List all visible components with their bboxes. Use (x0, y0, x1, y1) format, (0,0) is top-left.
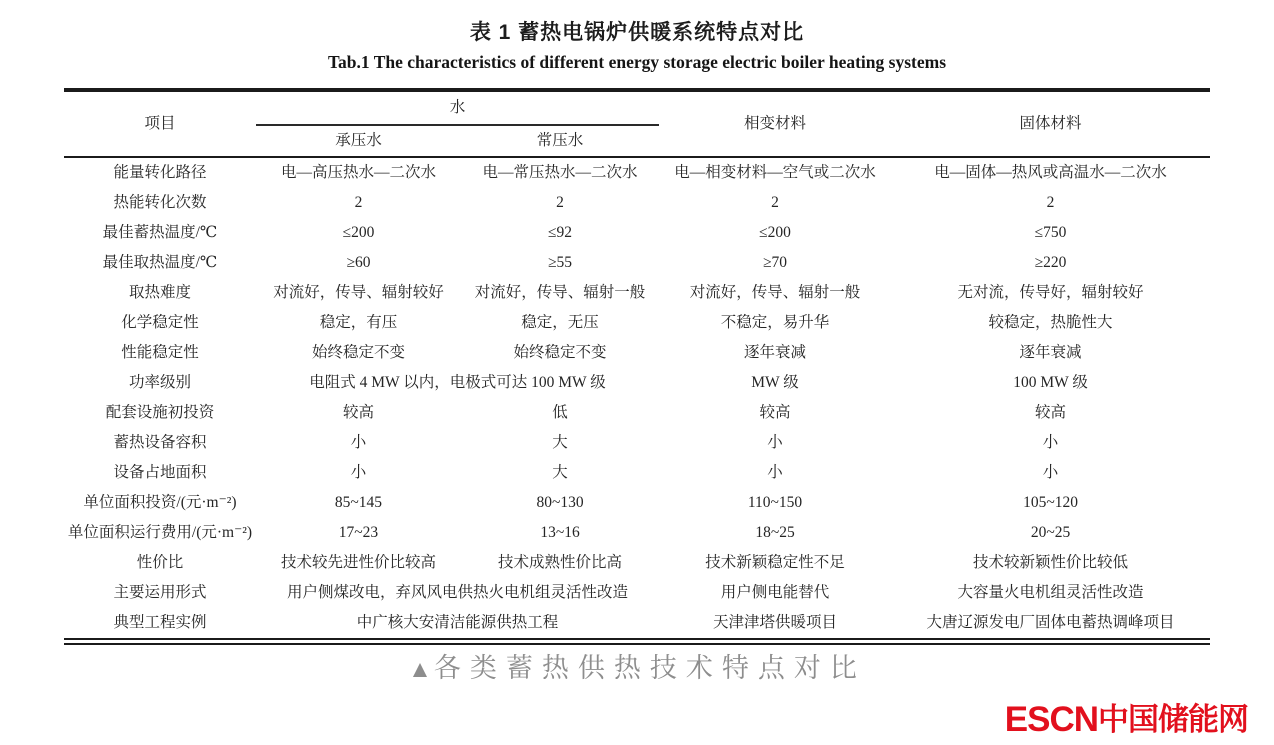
row-label: 热能转化次数 (113, 194, 207, 211)
table-cell: 电阻式 4 MW 以内，电极式可达 100 MW 级 (309, 374, 606, 391)
table-cell: 2 (771, 194, 779, 211)
table-cell: 对流好，传导、辐射一般 (689, 284, 861, 301)
header-phase-change: 相变材料 (744, 115, 807, 132)
header-row-1 (64, 90, 1210, 125)
figure-caption (0, 646, 1274, 685)
escn-logo-cn-text: 中国储能网 (1098, 702, 1248, 737)
table-cell: 小 (1042, 434, 1059, 451)
row-label: 蓄热设备容积 (113, 434, 207, 451)
table-cell: 105~120 (1023, 494, 1078, 511)
triangle-marker-icon: ▲ (408, 657, 434, 683)
table-title-cn: 表 1 蓄热电锅炉供暖系统特点对比 (469, 21, 805, 44)
row-label: 取热难度 (128, 284, 191, 301)
table-cell: 2 (1046, 194, 1055, 211)
table-cell: MW 级 (751, 374, 799, 391)
table-cell: 85~145 (334, 494, 383, 511)
table-cell: 用户侧电能替代 (720, 584, 830, 601)
row-label: 能量转化路径 (113, 164, 207, 181)
table-row (64, 398, 1210, 428)
row-label: 主要运用形式 (113, 584, 207, 601)
table-cell: 2 (354, 194, 363, 211)
row-label: 配套设施初投资 (105, 404, 215, 421)
row-label: 单位面积投资/(元·m⁻²) (83, 494, 237, 511)
table-cell: 小 (350, 434, 367, 451)
table-cell: 110~150 (747, 494, 803, 511)
table-cell: 不稳定，易升华 (720, 314, 830, 331)
table-cell: 对流好，传导、辐射较好 (273, 284, 444, 301)
table-cell: 无对流，传导好，辐射较好 (957, 284, 1144, 301)
table-cell: 稳定，无压 (521, 314, 599, 331)
row-label: 功率级别 (128, 374, 191, 391)
table-cell: 电—常压热水—二次水 (482, 164, 638, 181)
table-cell: 小 (767, 434, 783, 451)
table-cell: 电—固体—热风或高温水—二次水 (934, 164, 1167, 181)
table-cell: 逐年衰减 (744, 344, 807, 361)
row-label: 单位面积运行费用/(元·m⁻²) (67, 524, 253, 541)
escn-logo-latin-text: ESCN (1004, 700, 1098, 739)
table-cell: 技术新颖稳定性不足 (705, 554, 845, 571)
table-cell: 17~23 (338, 524, 379, 541)
table-cell: ≥55 (548, 254, 573, 271)
table-cell: 大唐辽源发电厂固体电蓄热调峰项目 (926, 614, 1175, 631)
table-cell: 技术较先进性价比较高 (280, 554, 436, 571)
table-row (64, 458, 1210, 488)
table-cell: 80~130 (536, 494, 584, 511)
table-cell: 18~25 (755, 524, 795, 541)
comparison-table-wrap (64, 88, 1210, 645)
table-cell: 电—相变材料—空气或二次水 (674, 164, 876, 181)
escn-logo (1005, 694, 1248, 740)
table-row (64, 368, 1210, 398)
table-cell: 低 (552, 404, 568, 421)
table-cell: ≤750 (1034, 224, 1067, 241)
table-cell: 用户侧煤改电，弃风风电供热火电机组灵活性改造 (287, 584, 629, 601)
table-cell: ≤200 (759, 224, 791, 241)
table-cell: 电—高压热水—二次水 (280, 164, 436, 181)
table-cell: ≥60 (346, 254, 371, 271)
table-cell: 稳定，有压 (319, 314, 398, 331)
header-water-group: 水 (256, 90, 659, 125)
comparison-table (64, 88, 1210, 645)
row-label: 最佳取热温度/℃ (102, 254, 218, 271)
table-row (64, 518, 1210, 548)
table-cell: 100 MW 级 (1013, 374, 1088, 391)
table-cell: 中广核大安清洁能源供热工程 (356, 614, 559, 631)
table-cell: 20~25 (1030, 524, 1071, 541)
header-atmospheric-water: 常压水 (536, 132, 584, 149)
table-cell: 技术较新颖性价比较低 (973, 554, 1129, 571)
table-cell: 13~16 (540, 524, 580, 541)
table-cell: 大容量火电机组灵活性改造 (957, 584, 1144, 601)
table-cell: 技术成熟性价比高 (498, 554, 623, 571)
table-row (64, 218, 1210, 248)
table-cell: ≥220 (1034, 254, 1067, 271)
table-cell: 2 (556, 194, 564, 211)
table-row (64, 188, 1210, 218)
row-label: 设备占地面积 (113, 464, 207, 481)
table-cell: 较稳定，热脆性大 (988, 314, 1113, 331)
table-row (64, 428, 1210, 458)
table-cell: 大 (552, 434, 568, 451)
table-row (64, 548, 1210, 578)
table-row (64, 338, 1210, 368)
table-cell: 对流好，传导、辐射一般 (474, 284, 646, 301)
row-label: 典型工程实例 (113, 614, 207, 631)
table-cell: 始终稳定不变 (513, 344, 607, 361)
table-row (64, 488, 1210, 518)
table-cell: 较高 (1035, 404, 1067, 421)
table-cell: 小 (1042, 464, 1059, 481)
header-pressurized-water: 承压水 (335, 132, 382, 149)
table-cell: 大 (552, 464, 568, 481)
table-cell: 较高 (342, 404, 374, 421)
table-cell: 较高 (759, 404, 791, 421)
row-label: 性能稳定性 (121, 344, 199, 361)
figure-caption-text: 各类蓄热供热技术特点对比 (433, 653, 866, 683)
row-label: 最佳蓄热温度/℃ (102, 224, 218, 241)
table-cell: 天津津塔供暖项目 (713, 614, 838, 631)
table-row (64, 248, 1210, 278)
row-label: 性价比 (136, 554, 184, 571)
table-row (64, 578, 1210, 608)
table-cell: 小 (767, 464, 783, 481)
row-label: 化学稳定性 (121, 314, 199, 331)
table-row (64, 278, 1210, 308)
header-item: 项目 (144, 115, 176, 132)
table-row (64, 157, 1210, 188)
table-cell: 小 (350, 464, 367, 481)
table-cell: 始终稳定不变 (311, 344, 405, 361)
table-cell: 逐年衰减 (1019, 344, 1082, 361)
table-cell: ≥70 (763, 254, 788, 271)
table-cell: ≤200 (342, 224, 375, 241)
table-title-en: Tab.1 The characteristics of different energy storage electric boiler heating systems (327, 52, 947, 72)
header-solid: 固体材料 (1019, 115, 1082, 132)
table-cell: ≤92 (548, 224, 573, 241)
table-row (64, 308, 1210, 338)
table-row (64, 608, 1210, 642)
